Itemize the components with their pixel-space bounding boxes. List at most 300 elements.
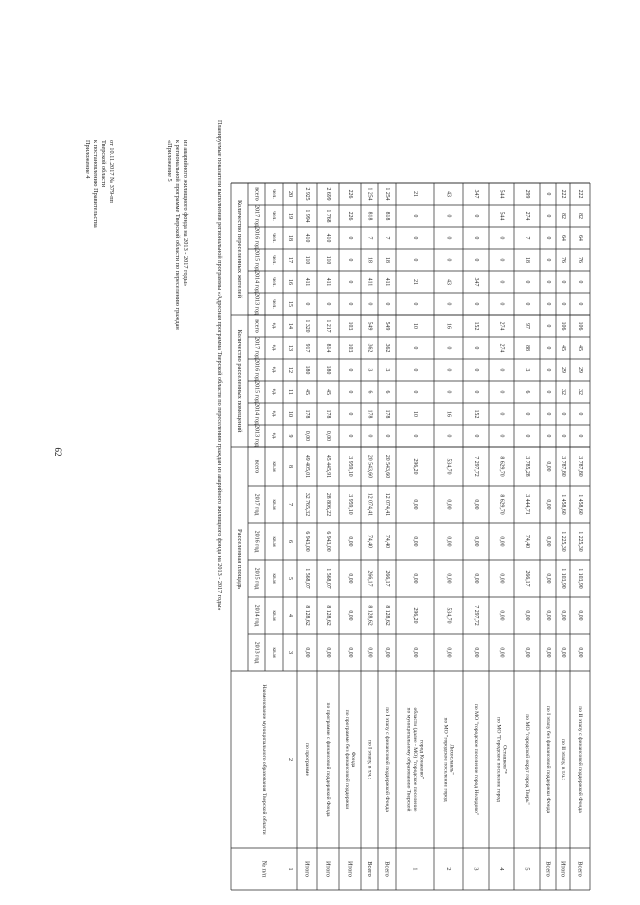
cell-value: 0 bbox=[473, 302, 479, 306]
row-name: по II этапу с финансовой поддержкой Фонда bbox=[577, 706, 583, 813]
cell-value: 0,00 bbox=[412, 499, 418, 510]
cell-value: 0 bbox=[545, 368, 551, 372]
column-number: 12 bbox=[287, 367, 293, 373]
header-year: всего bbox=[253, 459, 260, 474]
cell-value: 16 bbox=[445, 411, 452, 417]
header-year: 2014 год bbox=[253, 604, 260, 627]
cell-value: 1 103,90 bbox=[577, 568, 583, 589]
cell-value: 0,00 bbox=[445, 647, 452, 658]
cell-value: 222 bbox=[577, 189, 583, 199]
cell-value: 0,00 bbox=[366, 647, 373, 658]
cell-value: 0 bbox=[445, 390, 452, 394]
header-unit: ед. bbox=[271, 432, 277, 440]
cell-value: 8 128,62 bbox=[304, 605, 310, 626]
column-number: 13 bbox=[287, 345, 293, 351]
row-name: по МО "Городское поселение город bbox=[495, 717, 502, 802]
cell-value: 180 bbox=[325, 365, 331, 375]
cell-value: 32 bbox=[560, 389, 566, 395]
row-name: по I этапу с финансовой поддержкой Фонда bbox=[384, 707, 390, 812]
header-year: 2017 год bbox=[253, 205, 260, 227]
row-name: по МО "городской округ город Тверь" bbox=[524, 714, 530, 805]
row-name: по II этапу, в т.ч.: bbox=[560, 739, 566, 780]
cell-value: 0 bbox=[445, 368, 452, 372]
cell-value: 0,00 bbox=[304, 647, 310, 658]
column-number: 5 bbox=[287, 577, 293, 580]
cell-value: 0,00 bbox=[347, 610, 353, 621]
cell-value: 0 bbox=[545, 324, 551, 328]
cell-value: 0,00 bbox=[545, 610, 551, 621]
cell-value: 0 bbox=[347, 390, 353, 394]
cell-value: 0,00 bbox=[473, 499, 479, 510]
cell-value: 0 bbox=[473, 368, 479, 372]
cell-value: 362 bbox=[366, 343, 373, 353]
row-name: Лихославль" bbox=[448, 744, 455, 775]
column-number: 17 bbox=[287, 257, 293, 263]
cell-value: 3 444,71 bbox=[524, 494, 530, 515]
cell-value: 0 bbox=[473, 390, 479, 394]
cell-value: 266,17 bbox=[524, 570, 530, 587]
cell-value: 266,17 bbox=[366, 570, 373, 587]
cell-value: 0,00 bbox=[498, 610, 505, 621]
cell-value: 3 959,10 bbox=[347, 494, 353, 515]
cell-value: 0 bbox=[560, 280, 566, 284]
cell-value: 1 568,07 bbox=[325, 568, 331, 589]
column-number: 8 bbox=[287, 465, 293, 468]
cell-value: 0 bbox=[347, 368, 353, 372]
cell-value: 274 bbox=[524, 211, 530, 221]
cell-value: 347 bbox=[473, 277, 479, 287]
cell-value: 226 bbox=[347, 189, 353, 199]
row-number: Всего bbox=[576, 861, 584, 877]
cell-value: 296,20 bbox=[412, 458, 418, 475]
cell-value: 0,00 bbox=[577, 610, 583, 621]
cell-value: 0,00 bbox=[545, 461, 551, 472]
appendix-line: от 10.11.2017 № 379-пп bbox=[108, 140, 115, 203]
column-number: 20 bbox=[287, 191, 293, 197]
cell-value: 45 bbox=[325, 389, 331, 395]
cell-value: 362 bbox=[384, 343, 390, 353]
column-number: 10 bbox=[287, 411, 293, 417]
header-year: 2017 год bbox=[253, 337, 260, 359]
cell-value: 32 765,32 bbox=[304, 492, 310, 517]
cell-value: 0 bbox=[498, 302, 505, 306]
column-number: 4 bbox=[287, 614, 293, 617]
row-number: Итого bbox=[559, 861, 567, 877]
cell-value: 0 bbox=[384, 434, 390, 438]
appendix-line: к постановлению Правительства bbox=[92, 140, 99, 228]
header-unit: чел. bbox=[271, 299, 277, 309]
document-title: Планируемые показатели выполнения региональной программы «Адресная программа Тверской области по переселению граждан из аварийного жилищного фонда на 2013 - 2017 годы» bbox=[216, 120, 223, 611]
cell-value: 0,00 bbox=[577, 647, 583, 658]
row-name: Осташков"* bbox=[501, 745, 508, 774]
header-unit: ед. bbox=[271, 366, 277, 374]
header-year: 2015 год bbox=[253, 381, 260, 403]
cell-value: 0,00 bbox=[545, 536, 551, 547]
row-number: 4 bbox=[498, 867, 505, 871]
cell-value: 1 254 bbox=[366, 187, 373, 201]
cell-value: 110 bbox=[325, 255, 331, 265]
cell-value: 74,40 bbox=[524, 534, 530, 549]
cell-value: 10 bbox=[412, 323, 418, 329]
cell-value: 0 bbox=[412, 346, 418, 350]
cell-value: 64 bbox=[577, 235, 583, 241]
cell-value: 76 bbox=[560, 257, 566, 263]
cell-value: 1 320 bbox=[304, 319, 310, 333]
column-number: 16 bbox=[287, 279, 293, 285]
cell-value: 7 bbox=[366, 236, 373, 240]
header-year: всего bbox=[253, 187, 260, 201]
cell-value: 0 bbox=[473, 236, 479, 240]
cell-value: 28 806,22 bbox=[325, 492, 331, 517]
cell-value: 0 bbox=[412, 434, 418, 438]
appendix-line: Тверской области bbox=[100, 140, 107, 188]
cell-value: 7 bbox=[384, 236, 390, 240]
column-number: 15 bbox=[287, 301, 293, 307]
cell-value: 0 bbox=[445, 214, 452, 218]
header-year: 2017 год bbox=[253, 493, 260, 516]
cell-value: 1 225,30 bbox=[560, 531, 566, 552]
cell-value: 0,00 bbox=[545, 647, 551, 658]
cell-value: 0 bbox=[412, 236, 418, 240]
header-no: № п/п bbox=[260, 860, 268, 878]
header-unit: ед. bbox=[271, 344, 277, 352]
program-ref-line: «Приложение 5 bbox=[166, 140, 173, 182]
cell-value: 534,70 bbox=[445, 458, 452, 475]
row-name: по программе bbox=[304, 743, 310, 776]
header-unit: кв.м bbox=[271, 573, 277, 584]
cell-value: 410 bbox=[304, 233, 310, 243]
cell-value: 0 bbox=[545, 280, 551, 284]
header-year: 2016 год bbox=[253, 530, 260, 553]
cell-value: 3 bbox=[384, 368, 390, 372]
cell-value: 274 bbox=[498, 343, 505, 353]
cell-value: 0,00 bbox=[445, 499, 452, 510]
cell-value: 814 bbox=[325, 343, 331, 353]
cell-value: 347 bbox=[473, 189, 479, 199]
row-name: по I этапу без финансовой поддержки Фонда bbox=[545, 705, 551, 814]
cell-value: 43 bbox=[445, 279, 452, 285]
cell-value: 21 bbox=[412, 279, 418, 285]
cell-value: 0 bbox=[560, 412, 566, 416]
cell-value: 12 074,41 bbox=[384, 492, 390, 517]
cell-value: 74,40 bbox=[384, 534, 390, 549]
header-rooms-group: Количество расселенных помещений bbox=[236, 329, 243, 433]
cell-value: 106 bbox=[577, 321, 583, 331]
cell-value: 222 bbox=[560, 189, 566, 199]
cell-value: 0,00 bbox=[445, 573, 452, 584]
cell-value: 6 bbox=[524, 390, 530, 394]
cell-value: 0 bbox=[545, 236, 551, 240]
cell-value: 549 bbox=[366, 321, 373, 331]
cell-value: 76 bbox=[577, 257, 583, 263]
cell-value: 0 bbox=[545, 302, 551, 306]
cell-value: 110 bbox=[304, 255, 310, 265]
cell-value: 1 225,30 bbox=[577, 531, 583, 552]
cell-value: 178 bbox=[384, 409, 390, 419]
cell-value: 18 bbox=[384, 257, 390, 263]
cell-value: 152 bbox=[473, 321, 479, 331]
cell-value: 0 bbox=[445, 236, 452, 240]
cell-value: 12 074,41 bbox=[366, 492, 373, 517]
row-name: Фонда bbox=[350, 751, 357, 768]
header-year: 2015 год bbox=[253, 567, 260, 590]
cell-value: 7 bbox=[524, 236, 530, 240]
cell-value: 3 bbox=[366, 368, 373, 372]
cell-value: 0,00 bbox=[498, 647, 505, 658]
row-name: по МО "городское поселение город bbox=[442, 717, 449, 802]
cell-value: 0 bbox=[577, 280, 583, 284]
cell-value: 1 217 bbox=[325, 319, 331, 333]
cell-value: 296,20 bbox=[412, 607, 418, 624]
cell-value: 1 768 bbox=[325, 209, 331, 223]
row-number: Итого bbox=[324, 861, 332, 877]
row-name: город Конаково" bbox=[418, 739, 425, 780]
header-unit: кв.м bbox=[271, 647, 277, 658]
cell-value: 6 bbox=[384, 390, 390, 394]
cell-value: 0 bbox=[347, 280, 353, 284]
row-number: 1 bbox=[411, 867, 419, 871]
header-unit: чел. bbox=[271, 233, 277, 243]
header-year: 2013 год bbox=[253, 293, 260, 315]
header-unit: чел. bbox=[271, 189, 277, 199]
header-unit: чел. bbox=[271, 255, 277, 265]
header-year: всего bbox=[253, 319, 260, 333]
row-name: области (далее - МО) "городское поселение bbox=[412, 707, 418, 812]
row-number: Итого bbox=[346, 861, 354, 877]
row-number: 2 bbox=[445, 867, 452, 871]
cell-value: 0 bbox=[412, 214, 418, 218]
cell-value: 0 bbox=[347, 434, 353, 438]
cell-value: 0,00 bbox=[560, 610, 566, 621]
cell-value: 0,00 bbox=[545, 499, 551, 510]
cell-value: 411 bbox=[366, 277, 373, 287]
cell-value: 0 bbox=[577, 434, 583, 438]
cell-value: 8 629,70 bbox=[498, 456, 505, 477]
cell-value: 818 bbox=[384, 211, 390, 221]
row-name: по I этапу, в т.ч.: bbox=[366, 739, 373, 780]
cell-value: 16 bbox=[445, 323, 452, 329]
cell-value: 0 bbox=[498, 390, 505, 394]
cell-value: 0 bbox=[445, 434, 452, 438]
cell-value: 45 445,91 bbox=[325, 454, 331, 479]
row-number: Всего bbox=[383, 861, 391, 877]
cell-value: 18 bbox=[366, 257, 373, 263]
cell-value: 0 bbox=[347, 302, 353, 306]
header-people-group: Количество переселенных жителей bbox=[236, 200, 243, 298]
cell-value: 45 bbox=[304, 389, 310, 395]
cell-value: 544 bbox=[498, 189, 505, 199]
cell-value: 299 bbox=[524, 189, 530, 199]
cell-value: 45 bbox=[577, 345, 583, 351]
cell-value: 1 103,90 bbox=[560, 568, 566, 589]
cell-value: 3 787,80 bbox=[560, 456, 566, 477]
cell-value: 1 254 bbox=[384, 187, 390, 201]
cell-value: 0,00 bbox=[473, 573, 479, 584]
cell-value: 0 bbox=[545, 192, 551, 196]
row-name: по программе без финансовой поддержки bbox=[343, 709, 350, 810]
cell-value: 534,70 bbox=[445, 607, 452, 624]
column-number: 6 bbox=[287, 540, 293, 543]
cell-value: 0,00 bbox=[412, 536, 418, 547]
cell-value: 0,00 bbox=[524, 610, 530, 621]
column-number: 9 bbox=[287, 434, 293, 438]
cell-value: 2 699 bbox=[325, 187, 331, 201]
cell-value: 0,00 bbox=[412, 647, 418, 658]
cell-value: 0 bbox=[473, 346, 479, 350]
cell-value: 29 bbox=[560, 367, 566, 373]
cell-value: 411 bbox=[384, 277, 390, 287]
header-unit: кв.м bbox=[271, 499, 277, 510]
row-number: 5 bbox=[523, 867, 531, 871]
cell-value: 8 629,70 bbox=[498, 494, 505, 515]
cell-value: 1 994 bbox=[304, 209, 310, 223]
cell-value: 0,00 bbox=[347, 647, 353, 658]
cell-value: 0 bbox=[347, 236, 353, 240]
cell-value: 18 bbox=[524, 257, 530, 263]
row-number: Итого bbox=[303, 861, 311, 877]
row-number: Всего bbox=[544, 861, 552, 877]
cell-value: 0 bbox=[325, 302, 331, 306]
cell-value: 0 bbox=[498, 258, 505, 262]
cell-value: 0 bbox=[498, 280, 505, 284]
program-ref-line: к региональной программе Тверской области по переселению граждан bbox=[174, 140, 181, 330]
cell-value: 0 bbox=[577, 302, 583, 306]
cell-value: 818 bbox=[366, 211, 373, 221]
cell-value: 0,00 bbox=[384, 647, 390, 658]
cell-value: 8 128,62 bbox=[366, 605, 373, 626]
cell-value: 1 458,60 bbox=[560, 494, 566, 515]
cell-value: 3 959,10 bbox=[347, 456, 353, 477]
cell-value: 2 925 bbox=[304, 187, 310, 201]
cell-value: 0 bbox=[412, 390, 418, 394]
header-year: 2014 год bbox=[253, 403, 260, 425]
cell-value: 917 bbox=[304, 343, 310, 353]
column-number: 11 bbox=[287, 389, 293, 395]
cell-value: 0 bbox=[560, 434, 566, 438]
header-year: 2013 год bbox=[253, 641, 260, 664]
header-name: Наименование муниципального образования Тверской области bbox=[261, 684, 267, 835]
cell-value: 82 bbox=[560, 213, 566, 219]
cell-value: 411 bbox=[304, 277, 310, 287]
cell-value: 0 bbox=[545, 434, 551, 438]
cell-value: 49 405,01 bbox=[304, 454, 310, 479]
cell-value: 0,00 bbox=[325, 430, 331, 442]
row-number: Всего bbox=[366, 861, 373, 877]
cell-value: 0 bbox=[412, 258, 418, 262]
cell-value: 0 bbox=[545, 346, 551, 350]
cell-value: 0 bbox=[412, 302, 418, 306]
cell-value: 0,00 bbox=[304, 430, 310, 442]
cell-value: 226 bbox=[347, 211, 353, 221]
cell-value: 20 543,60 bbox=[384, 454, 390, 479]
row-name: по программе с финансовой поддержкой Фонда bbox=[325, 702, 331, 817]
cell-value: 74,40 bbox=[366, 534, 373, 549]
cell-value: 411 bbox=[325, 277, 331, 287]
cell-value: 0,00 bbox=[347, 536, 353, 547]
cell-value: 266,17 bbox=[384, 570, 390, 587]
cell-value: 6 bbox=[366, 390, 373, 394]
cell-value: 29 bbox=[577, 367, 583, 373]
cell-value: 0 bbox=[347, 258, 353, 262]
cell-value: 0 bbox=[545, 412, 551, 416]
cell-value: 0 bbox=[545, 258, 551, 262]
cell-value: 0,00 bbox=[560, 647, 566, 658]
cell-value: 0 bbox=[560, 302, 566, 306]
cell-value: 0,00 bbox=[473, 536, 479, 547]
cell-value: 0 bbox=[304, 302, 310, 306]
cell-value: 82 bbox=[577, 213, 583, 219]
cell-value: 152 bbox=[473, 409, 479, 419]
column-number: 1 bbox=[287, 867, 293, 871]
row-number: 3 bbox=[472, 867, 480, 871]
cell-value: 0 bbox=[473, 214, 479, 218]
cell-value: 45 bbox=[560, 345, 566, 351]
cell-value: 0,00 bbox=[445, 536, 452, 547]
header-year: 2016 год bbox=[253, 359, 260, 381]
cell-value: 0,00 bbox=[498, 536, 505, 547]
cell-value: 20 543,60 bbox=[366, 454, 373, 479]
header-year: 2015 год bbox=[253, 249, 260, 271]
cell-value: 274 bbox=[498, 321, 505, 331]
cell-value: 0 bbox=[366, 434, 373, 438]
cell-value: 6 943,00 bbox=[304, 531, 310, 552]
header-year: 2013 год bbox=[253, 425, 260, 447]
cell-value: 43 bbox=[445, 191, 452, 197]
column-number: 18 bbox=[287, 235, 293, 241]
cell-value: 21 bbox=[412, 191, 418, 197]
cell-value: 103 bbox=[347, 343, 353, 353]
cell-value: 0 bbox=[545, 214, 551, 218]
cell-value: 0 bbox=[498, 236, 505, 240]
cell-value: 544 bbox=[498, 211, 505, 221]
cell-value: 0,00 bbox=[524, 647, 530, 658]
cell-value: 0 bbox=[545, 390, 551, 394]
cell-value: 178 bbox=[325, 409, 331, 419]
cell-value: 10 bbox=[412, 411, 418, 417]
cell-value: 0,00 bbox=[325, 647, 331, 658]
column-number: 19 bbox=[287, 213, 293, 219]
cell-value: 0 bbox=[445, 346, 452, 350]
cell-value: 0 bbox=[524, 412, 530, 416]
cell-value: 0 bbox=[524, 434, 530, 438]
cell-value: 64 bbox=[560, 235, 566, 241]
header-unit: кв.м bbox=[271, 536, 277, 547]
cell-value: 0 bbox=[577, 412, 583, 416]
cell-value: 0,00 bbox=[473, 647, 479, 658]
cell-value: 178 bbox=[366, 409, 373, 419]
cell-value: 0,00 bbox=[347, 573, 353, 584]
cell-value: 0 bbox=[498, 368, 505, 372]
header-area-group: Расселенная площадь bbox=[236, 529, 243, 589]
cell-value: 88 bbox=[524, 345, 530, 351]
header-unit: кв.м bbox=[271, 610, 277, 621]
column-number: 7 bbox=[287, 503, 293, 506]
cell-value: 0 bbox=[445, 258, 452, 262]
cell-value: 549 bbox=[384, 321, 390, 331]
cell-value: 0 bbox=[366, 302, 373, 306]
cell-value: 3 785,28 bbox=[524, 456, 530, 477]
cell-value: 0 bbox=[498, 412, 505, 416]
cell-value: 8 128,62 bbox=[384, 605, 390, 626]
row-name: по МО "городское поселение город Нелидово" bbox=[473, 703, 479, 816]
cell-value: 178 bbox=[304, 409, 310, 419]
header-year: 2014 год bbox=[253, 271, 260, 293]
cell-value: 103 bbox=[347, 321, 353, 331]
cell-value: 32 bbox=[577, 389, 583, 395]
header-year: 2016 год bbox=[253, 227, 260, 249]
cell-value: 0 bbox=[384, 302, 390, 306]
appendix-line: Приложение 4 bbox=[84, 140, 91, 179]
